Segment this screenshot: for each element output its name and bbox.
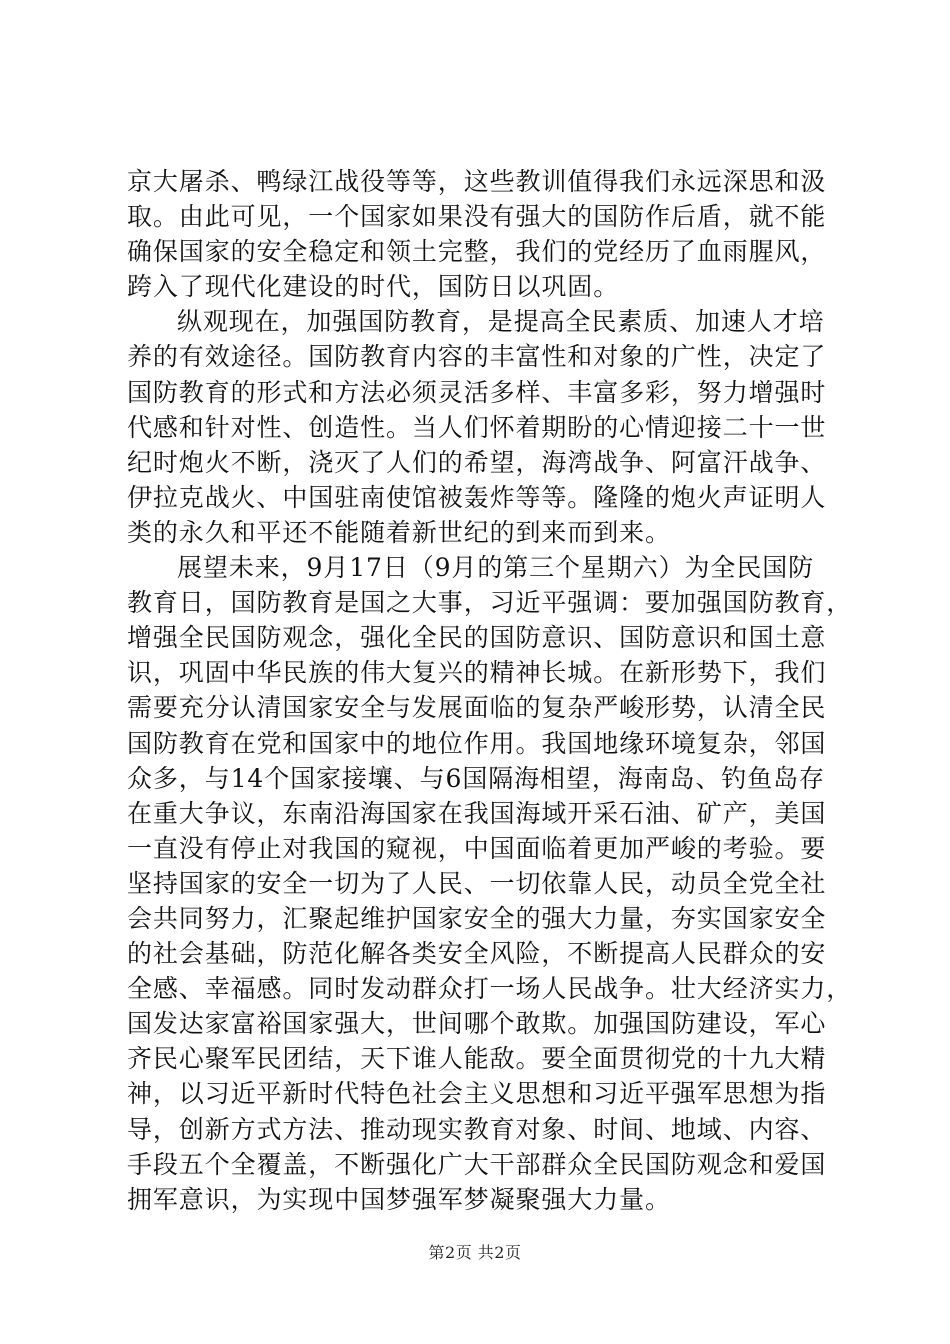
document-body: [127, 164, 853, 1217]
text-line: 纵观现在，加强国防教育，是提高全民素质、加速人才培: [177, 307, 825, 337]
text-line: 取。由此可见，一个国家如果没有强大的国防作后盾，就不能: [127, 202, 827, 232]
text-line: 导，创新方式方法、推动现实教育对象、时间、地域、内容、: [127, 1114, 827, 1144]
text-line: 齐民心聚军民团结，天下谁人能敌。要全面贯彻党的十九大精: [127, 1044, 827, 1074]
text-line: 养的有效途径。国防教育内容的丰富性和对象的广性，决定了: [127, 342, 827, 372]
text-line: 国防教育的形式和方法必须灵活多样、丰富多彩，努力增强时: [127, 377, 827, 407]
text-line: 教育日，国防教育是国之大事，习近平强调：要加强国防教育，: [127, 588, 853, 618]
text-line: 京大屠杀、鸭绿江战役等等，这些教训值得我们永远深思和汲: [127, 167, 827, 196]
text-line: 坚持国家的安全一切为了人民、一切依靠人民，动员全党全社: [127, 868, 827, 898]
text-line: 跨入了现代化建设的时代，国防日以巩固。: [127, 272, 620, 302]
text-line: 展望未来，9月17日（9月的第三个星期六）为全民国防: [177, 553, 815, 583]
text-line: 国发达家富裕国家强大，世间哪个敢欺。加强国防建设，军心: [127, 1009, 827, 1039]
text-line: 确保国家的安全稳定和领土完整，我们的党经历了血雨腥风，: [127, 237, 827, 267]
text-line: 国防教育在党和国家中的地位作用。我国地缘环境复杂，邻国: [127, 728, 827, 758]
text-line: 在重大争议，东南沿海国家在我国海域开采石油、矿产，美国: [127, 798, 827, 828]
text-line: 全感、幸福感。同时发动群众打一场人民战争。壮大经济实力，: [127, 974, 853, 1004]
text-line: 伊拉克战火、中国驻南使馆被轰炸等等。隆隆的炮火声证明人: [127, 482, 827, 512]
page-footer: 第2页 共2页: [428, 1243, 522, 1262]
text-line: 的社会基础，防范化解各类安全风险，不断提高人民群众的安: [127, 939, 827, 969]
text-line: 手段五个全覆盖，不断强化广大干部群众全民国防观念和爱国: [127, 1149, 827, 1179]
text-line: 类的永久和平还不能随着新世纪的到来而到来。: [127, 517, 671, 547]
text-line: 会共同努力，汇聚起维护国家安全的强大力量，夯实国家安全: [127, 903, 827, 933]
text-line: 识，巩固中华民族的伟大复兴的精神长城。在新形势下，我们: [127, 658, 827, 688]
text-line: 增强全民国防观念，强化全民的国防意识、国防意识和国土意: [127, 623, 827, 653]
text-line: 拥军意识，为实现中国梦强军梦凝聚强大力量。: [127, 1184, 671, 1214]
text-line: 神，以习近平新时代特色社会主义思想和习近平强军思想为指: [127, 1079, 827, 1109]
text-line: 纪时炮火不断，浇灭了人们的希望，海湾战争、阿富汗战争、: [127, 447, 827, 477]
text-line: 代感和针对性、创造性。当人们怀着期盼的心情迎接二十一世: [127, 412, 827, 442]
text-line: 众多，与14个国家接壤、与6国隔海相望，海南岛、钓鱼岛存: [127, 763, 825, 793]
text-line: 需要充分认清国家安全与发展面临的复杂严峻形势，认清全民: [127, 693, 827, 723]
text-line: 一直没有停止对我国的窥视，中国面临着更加严峻的考验。要: [127, 833, 827, 863]
